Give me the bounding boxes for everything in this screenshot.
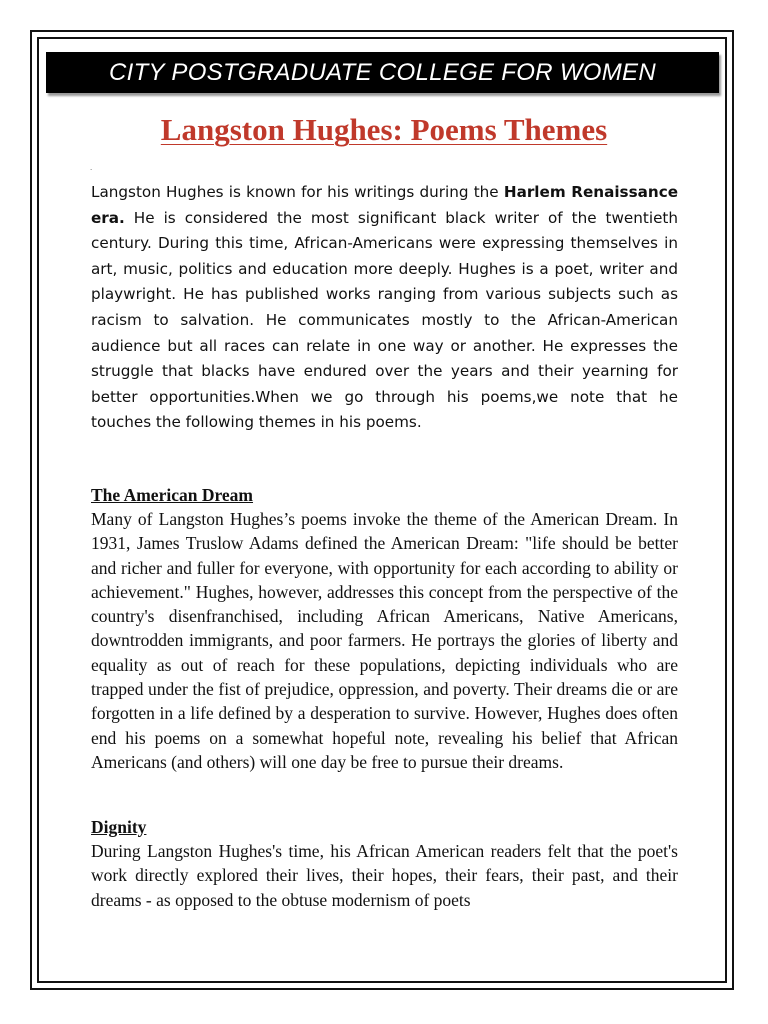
stray-mark: . <box>90 163 93 172</box>
intro-paragraph <box>91 180 678 436</box>
college-header-banner <box>46 52 719 93</box>
page-title <box>0 112 768 148</box>
section-body: Many of Langston Hughes’s poems invoke the theme of the American Dream. In 1931, James Truslow Adams defined the American Dream: "life should be better and richer and fuller for everyone, with opportunity for each according to ability or achievement." Hughes, however, addresses this concept from the perspective of the country's disenfranchised, including African Americans, Native Americans, downtrodden immigrants, and poor farmers. He portrays the glories of liberty and equality as out of reach for these populations, depicting individuals who are trapped under the fist of prejudice, oppression, and poverty. Their dreams die or are forgotten in a life defined by a desperation to survive. However, Hughes does often end his poems on a somewhat hopeful note, revealing his belief that African Americans (and others) will one day be free to pursue their dreams. <box>91 509 678 772</box>
section-heading: The American Dream <box>91 485 254 505</box>
section-heading: Dignity <box>91 817 147 837</box>
intro-bold-text: Harlem Renaissance era. <box>91 183 679 227</box>
page-title-text: Langston Hughes: Poems Themes <box>160 112 608 147</box>
section-body: During Langston Hughes's time, his African American readers felt that the poet's work directly explored their lives, their hopes, their fears, their past, and their dreams - as opposed to the obtuse modernism of poets <box>91 841 678 910</box>
college-name: CITY POSTGRADUATE COLLEGE FOR WOMEN <box>108 58 656 86</box>
intro-text-2: He is considered the most significant black writer of the twentieth century. During this time, African-Americans were expressing themselves in art, music, politics and education more deeply. Hughes is a poet, writer and playwright. He has published works ranging from various subjects such as racism to salvation. He communicates mostly to the African-American audience but all races can relate in one way or another. He expresses the struggle that blacks have endured over the years and their yearning for better opportunities.When we go through his poems,we note that he touches the following themes in his poems. <box>91 208 678 432</box>
intro-text-1: Langston Hughes is known for his writings during the <box>91 183 504 201</box>
section-dignity <box>91 815 678 912</box>
section-american-dream <box>91 483 678 774</box>
